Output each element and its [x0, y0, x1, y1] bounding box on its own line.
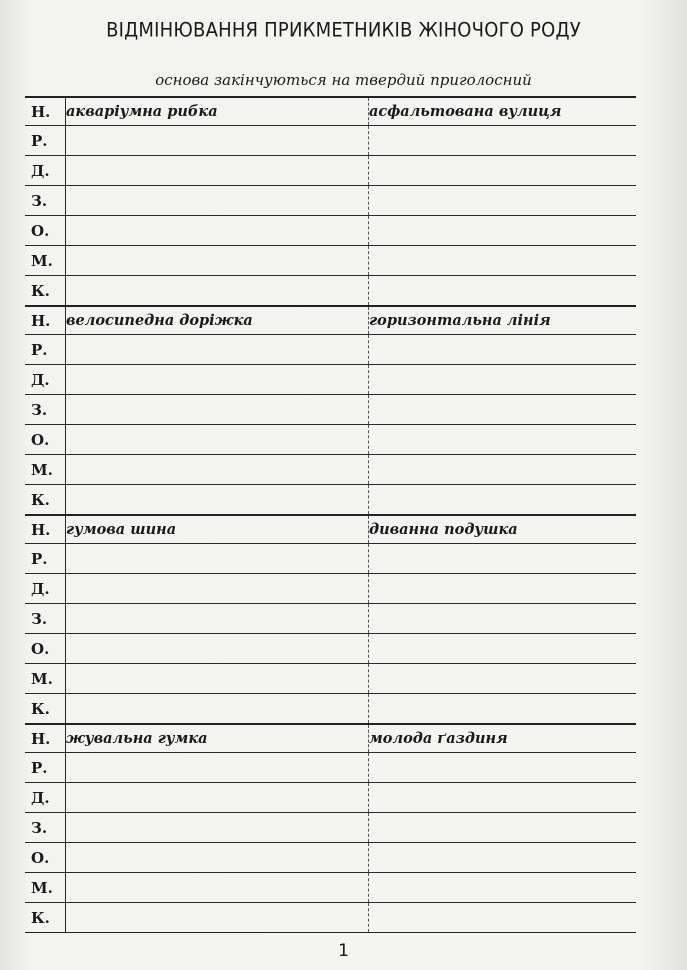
answer-cell[interactable] [66, 753, 369, 783]
table-row [25, 276, 636, 306]
answer-cell[interactable] [66, 664, 369, 694]
answer-cell[interactable] [66, 813, 369, 843]
answer-cell[interactable] [369, 126, 637, 156]
answer-cell[interactable] [369, 843, 637, 873]
table-row [25, 574, 636, 604]
case-label: К. [25, 694, 66, 724]
answer-cell[interactable] [369, 246, 637, 276]
answer-cell[interactable] [369, 186, 637, 216]
case-label: З. [25, 813, 66, 843]
declension-table-2 [25, 305, 636, 515]
answer-cell[interactable] [66, 156, 369, 186]
answer-cell[interactable] [369, 903, 637, 933]
table-row [25, 903, 636, 933]
answer-cell[interactable] [369, 753, 637, 783]
table-row [25, 425, 636, 455]
case-label: Д. [25, 156, 66, 186]
case-label: Н. [25, 724, 66, 753]
table-row [25, 216, 636, 246]
answer-cell[interactable] [369, 664, 637, 694]
table-row [25, 335, 636, 365]
answer-cell[interactable] [369, 783, 637, 813]
table-row [25, 753, 636, 783]
table-row [25, 186, 636, 216]
case-label: Д. [25, 574, 66, 604]
answer-cell[interactable] [66, 246, 369, 276]
phrase-b: асфальтована вулиця [369, 97, 637, 126]
case-label: Д. [25, 365, 66, 395]
table-row [25, 873, 636, 903]
answer-cell[interactable] [369, 276, 637, 306]
phrase-a: гумова шина [66, 515, 369, 544]
table-row [25, 664, 636, 694]
case-label: Р. [25, 753, 66, 783]
table-row [25, 843, 636, 873]
table-row [25, 395, 636, 425]
table-row [25, 156, 636, 186]
answer-cell[interactable] [66, 335, 369, 365]
case-label: К. [25, 903, 66, 933]
case-label: З. [25, 186, 66, 216]
phrase-b: диванна подушка [369, 515, 637, 544]
case-label: О. [25, 216, 66, 246]
answer-cell[interactable] [369, 455, 637, 485]
table-row [25, 306, 636, 335]
answer-cell[interactable] [369, 425, 637, 455]
answer-cell[interactable] [369, 634, 637, 664]
case-label: Р. [25, 544, 66, 574]
answer-cell[interactable] [369, 813, 637, 843]
table-row [25, 455, 636, 485]
answer-cell[interactable] [369, 485, 637, 515]
case-label: К. [25, 276, 66, 306]
answer-cell[interactable] [66, 544, 369, 574]
answer-cell[interactable] [369, 395, 637, 425]
answer-cell[interactable] [66, 843, 369, 873]
table-row [25, 246, 636, 276]
case-label: О. [25, 425, 66, 455]
case-label: Р. [25, 335, 66, 365]
case-label: О. [25, 843, 66, 873]
answer-cell[interactable] [66, 276, 369, 306]
case-label: Н. [25, 97, 66, 126]
answer-cell[interactable] [66, 604, 369, 634]
answer-cell[interactable] [369, 335, 637, 365]
table-row [25, 97, 636, 126]
table-row [25, 813, 636, 843]
answer-cell[interactable] [66, 873, 369, 903]
table-row [25, 783, 636, 813]
case-label: О. [25, 634, 66, 664]
answer-cell[interactable] [369, 365, 637, 395]
answer-cell[interactable] [66, 485, 369, 515]
answer-cell[interactable] [66, 694, 369, 724]
case-label: Н. [25, 306, 66, 335]
answer-cell[interactable] [66, 216, 369, 246]
declension-table-1 [25, 96, 636, 306]
case-label: К. [25, 485, 66, 515]
case-label: М. [25, 455, 66, 485]
answer-cell[interactable] [66, 395, 369, 425]
table-row [25, 694, 636, 724]
phrase-a: жувальна гумка [66, 724, 369, 753]
phrase-b: горизонтальна лінія [369, 306, 637, 335]
phrase-a: акваріумна рибка [66, 97, 369, 126]
table-row [25, 365, 636, 395]
table-row [25, 724, 636, 753]
answer-cell[interactable] [369, 604, 637, 634]
declension-table-4 [25, 723, 636, 933]
phrase-a: велосипедна доріжка [66, 306, 369, 335]
case-label: З. [25, 395, 66, 425]
case-label: М. [25, 873, 66, 903]
case-label: Н. [25, 515, 66, 544]
table-row [25, 126, 636, 156]
answer-cell[interactable] [369, 156, 637, 186]
answer-cell[interactable] [66, 425, 369, 455]
page-subtitle: основа закінчуються на твердий приголосний [155, 71, 532, 89]
table-row [25, 634, 636, 664]
answer-cell[interactable] [66, 634, 369, 664]
phrase-b: молода ґаздиня [369, 724, 637, 753]
declension-table-3 [25, 514, 636, 724]
table-row [25, 544, 636, 574]
table-row [25, 515, 636, 544]
answer-cell[interactable] [369, 694, 637, 724]
answer-cell[interactable] [66, 574, 369, 604]
answer-cell[interactable] [66, 365, 369, 395]
case-label: Д. [25, 783, 66, 813]
answer-cell[interactable] [369, 544, 637, 574]
case-label: З. [25, 604, 66, 634]
answer-cell[interactable] [66, 783, 369, 813]
answer-cell[interactable] [369, 216, 637, 246]
answer-cell[interactable] [66, 903, 369, 933]
case-label: Р. [25, 126, 66, 156]
answer-cell[interactable] [66, 186, 369, 216]
page-title: ВІДМІНЮВАННЯ ПРИКМЕТНИКІВ ЖІНОЧОГО РОДУ [106, 19, 581, 42]
answer-cell[interactable] [369, 574, 637, 604]
answer-cell[interactable] [66, 455, 369, 485]
answer-cell[interactable] [66, 126, 369, 156]
page-number: 1 [338, 941, 349, 961]
table-row [25, 485, 636, 515]
answer-cell[interactable] [369, 873, 637, 903]
case-label: М. [25, 246, 66, 276]
table-row [25, 604, 636, 634]
case-label: М. [25, 664, 66, 694]
